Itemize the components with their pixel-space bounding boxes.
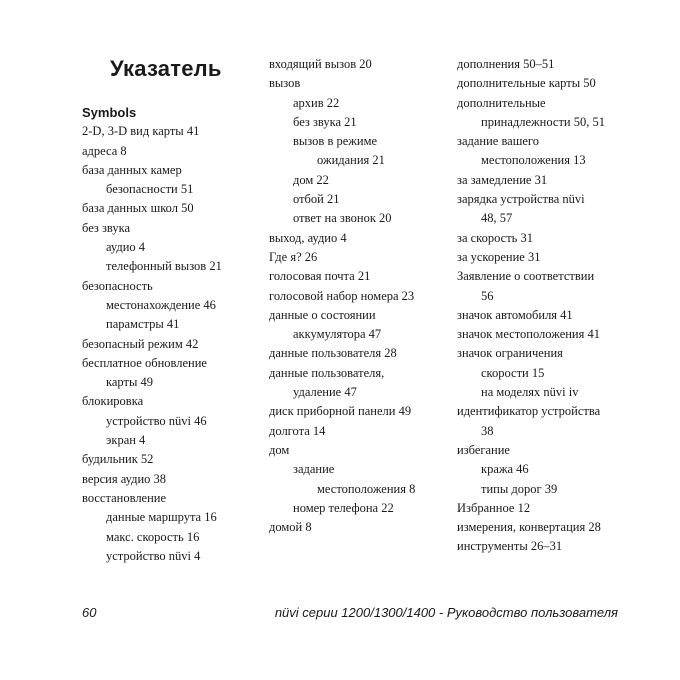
- index-entry: будильник 52: [82, 452, 154, 467]
- index-entry: без звука: [82, 220, 131, 235]
- index-subentry: устройство nüvi 4: [106, 548, 201, 563]
- index-subentry: 38: [481, 423, 494, 438]
- index-subentry: задание: [293, 462, 335, 477]
- index-entry: Заявление о соответствии: [457, 269, 595, 284]
- index-entry: за ускорение 31: [457, 249, 541, 264]
- index-subentry: кража 46: [481, 462, 529, 477]
- index-subentry: без звука 21: [293, 114, 357, 129]
- index-column-2: [269, 55, 447, 537]
- index-subentry: безопасности 51: [106, 182, 194, 197]
- index-entry: зарядка устройства nüvi: [457, 192, 585, 207]
- page-number: 60: [82, 605, 97, 620]
- index-subentry: телефонный вызов 21: [106, 259, 222, 274]
- index-entry: данные пользователя,: [269, 365, 385, 380]
- index-subentry: скорости 15: [481, 365, 545, 380]
- index-entry: значок ограничения: [457, 346, 563, 361]
- index-entry: дополнительные карты 50: [457, 76, 596, 91]
- index-subentry: дом 22: [293, 172, 329, 187]
- index-entry: данные о состоянии: [269, 307, 376, 322]
- index-subentry: отбой 21: [293, 192, 340, 207]
- index-entry: база данных камер: [82, 162, 182, 177]
- index-subentry: данные маршрута 16: [106, 510, 217, 525]
- index-entry: идентификатор устройства: [457, 404, 601, 419]
- index-entry: адреса 8: [82, 143, 127, 158]
- index-entry: безопасный режим 42: [82, 336, 199, 351]
- index-entry: вызов: [269, 76, 301, 91]
- index-subentry: принадлежности 50, 51: [481, 114, 605, 129]
- index-entry: значок местоположения 41: [457, 327, 600, 342]
- index-subentry: аудио 4: [106, 240, 146, 255]
- index-column-1: [82, 103, 257, 566]
- index-subentry: макс. скорость 16: [106, 529, 200, 544]
- index-entry: версия аудио 38: [82, 471, 167, 486]
- index-entry: Избранное 12: [457, 500, 531, 515]
- index-subentry: ожидания 21: [317, 153, 385, 168]
- index-entry: дополнительные: [457, 95, 546, 110]
- index-entry: задание вашего: [457, 134, 539, 149]
- index-entry: данные пользователя 28: [269, 346, 397, 361]
- index-entry: избегание: [457, 442, 510, 457]
- index-entry: за скорость 31: [457, 230, 533, 245]
- index-section-heading: Symbols: [82, 105, 137, 120]
- index-entry: голосовая почта 21: [269, 269, 371, 284]
- index-subentry: на моделях nüvi iv: [481, 385, 579, 400]
- page-title: Указатель: [110, 56, 222, 81]
- index-entry: долгота 14: [269, 423, 326, 438]
- index-subentry: 56: [481, 288, 494, 303]
- index-subentry: устройство nüvi 46: [106, 413, 207, 428]
- index-subentry: местоположения 8: [317, 481, 416, 496]
- index-entry: входящий вызов 20: [269, 57, 372, 71]
- index-entry: база данных школ 50: [82, 201, 194, 216]
- footer-document-title: nüvi серии 1200/1300/1400 - Руководство пользователя: [274, 605, 618, 620]
- index-subentry: вызов в режиме: [293, 134, 378, 149]
- index-entry: восстановление: [82, 490, 167, 505]
- index-entry: безопасность: [82, 278, 153, 293]
- index-entry: за замедление 31: [457, 172, 548, 187]
- index-entry: дом: [269, 442, 290, 457]
- index-subentry: парамстры 41: [106, 317, 180, 332]
- index-entry: выход, аудио 4: [269, 230, 347, 245]
- index-subentry: местоположения 13: [481, 153, 586, 168]
- index-entry: блокировка: [82, 394, 144, 409]
- index-subentry: архив 22: [293, 95, 340, 110]
- index-subentry: местонахождение 46: [106, 297, 216, 312]
- index-entry: измерения, конвертация 28: [457, 520, 601, 535]
- index-subentry: экран 4: [106, 433, 146, 448]
- index-entry: инструменты 26–31: [457, 539, 563, 554]
- index-entry: домой 8: [269, 520, 312, 535]
- index-subentry: удаление 47: [293, 385, 357, 400]
- index-subentry: номер телефона 22: [293, 500, 394, 515]
- index-subentry: 48, 57: [481, 211, 513, 226]
- index-entry: голосовой набор номера 23: [269, 288, 415, 303]
- index-subentry: карты 49: [106, 375, 154, 390]
- index-entry: бесплатное обновление: [82, 355, 207, 370]
- index-entry: дополнения 50–51: [457, 57, 555, 71]
- index-entry: 2-D, 3-D вид карты 41: [82, 124, 200, 139]
- index-subentry: типы дорог 39: [481, 481, 558, 496]
- index-entry: значок автомобиля 41: [457, 307, 573, 322]
- index-entry: Где я? 26: [269, 249, 318, 264]
- index-column-3: [457, 55, 637, 557]
- index-subentry: ответ на звонок 20: [293, 211, 392, 226]
- index-entry: диск приборной панели 49: [269, 404, 412, 419]
- index-subentry: аккумулятора 47: [293, 327, 382, 342]
